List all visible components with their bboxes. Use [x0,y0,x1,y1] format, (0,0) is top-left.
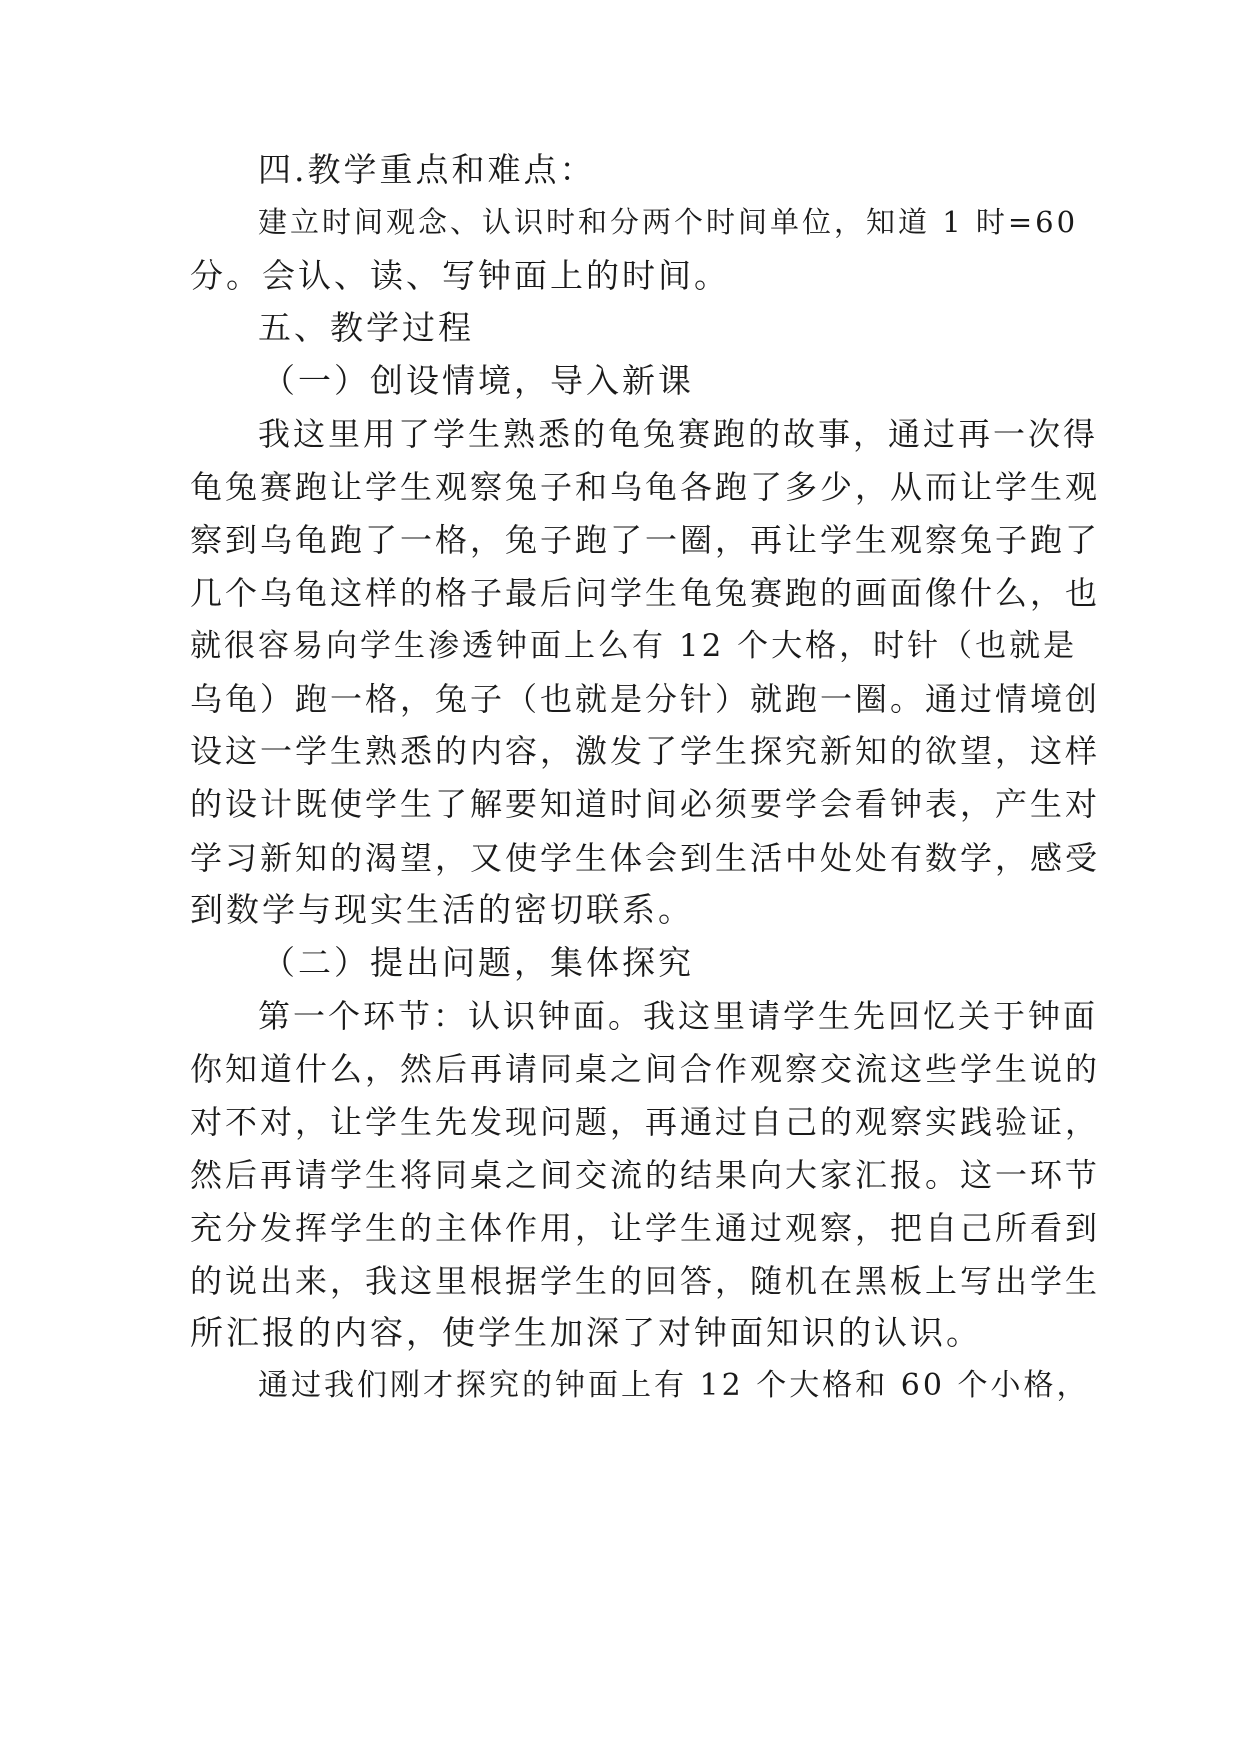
paragraph-line: 对不对，让学生先发现问题，再通过自己的观察实践验证， [190,1103,1101,1141]
paragraph-line: 我这里用了学生熟悉的龟兔赛跑的故事，通过再一次得 [258,415,1099,453]
paragraph-line: 建立时间观念、认识时和分两个时间单位，知道 1 时=60 [258,205,1079,239]
paragraph-line: 龟兔赛跑让学生观察兔子和乌龟各跑了多少，从而让学生观 [190,468,1101,506]
subsection-heading-1: （一）创设情境，导入新课 [262,361,694,400]
paragraph-line: 到数学与现实生活的密切联系。 [190,890,694,929]
paragraph-line: 第一个环节：认识钟面。我这里请学生先回忆关于钟面 [258,997,1099,1035]
paragraph-line: 的说出来，我这里根据学生的回答，随机在黑板上写出学生 [190,1262,1101,1300]
paragraph-line: 的设计既使学生了解要知道时间必须要学会看钟表，产生对 [190,785,1101,823]
section-heading-key-points: 四.教学重点和难点： [258,150,596,189]
paragraph-line: 分。会认、读、写钟面上的时间。 [190,256,730,295]
paragraph-line: 你知道什么，然后再请同桌之间合作观察交流这些学生说的 [190,1050,1101,1088]
paragraph-line: 乌龟）跑一格，兔子（也就是分针）就跑一圈。通过情境创 [190,680,1101,718]
paragraph-line: 通过我们刚才探究的钟面上有 12 个大格和 60 个小格， [258,1368,1090,1403]
section-heading-process: 五、教学过程 [258,308,474,347]
paragraph-line: 所汇报的内容，使学生加深了对钟面知识的认识。 [190,1313,982,1352]
paragraph-line: 就很容易向学生渗透钟面上么有 12 个大格，时针（也就是 [190,628,1078,664]
paragraph-line: 然后再请学生将同桌之间交流的结果向大家汇报。这一环节 [190,1156,1101,1194]
paragraph-line: 几个乌龟这样的格子最后问学生龟兔赛跑的画面像什么，也 [190,574,1101,612]
paragraph-line: 学习新知的渴望，又使学生体会到生活中处处有数学，感受 [190,839,1101,877]
subsection-heading-2: （二）提出问题，集体探究 [262,943,694,982]
paragraph-line: 设这一学生熟悉的内容，激发了学生探究新知的欲望，这样 [190,732,1101,770]
paragraph-line: 察到乌龟跑了一格，兔子跑了一圈，再让学生观察兔子跑了 [190,521,1101,559]
paragraph-line: 充分发挥学生的主体作用，让学生通过观察，把自己所看到 [190,1209,1101,1247]
